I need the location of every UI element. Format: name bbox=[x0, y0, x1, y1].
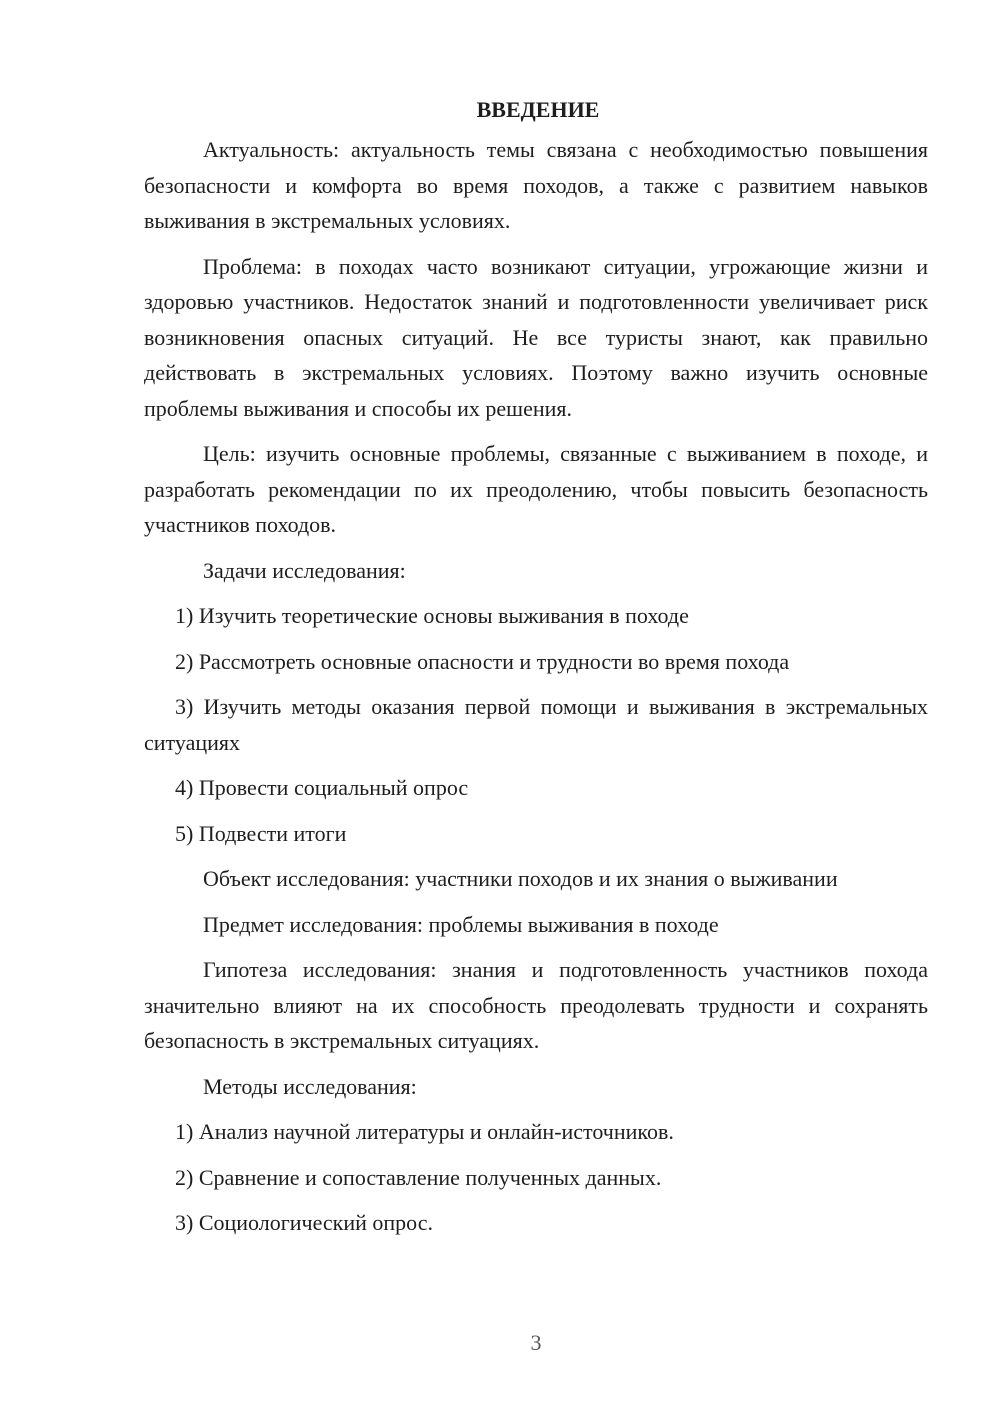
page-number: 3 bbox=[530, 1330, 542, 1355]
goal-paragraph: Цель: изучить основные проблемы, связанные с выживанием в походе, и разработать рекомендации по их преодолению, чтобы повысить безопасность участников походов. bbox=[144, 441, 928, 537]
hypothesis-paragraph: Гипотеза исследования: знания и подготовленность участников похода значительно влияют на их способность преодолевать трудности и сохранять безопасность в экстремальных ситуациях. bbox=[144, 957, 928, 1053]
method-item: 2) Сравнение и сопоставление полученных данных. bbox=[175, 1164, 662, 1190]
task-item: 4) Провести социальный опрос bbox=[175, 775, 469, 800]
document-page bbox=[144, 92, 928, 1251]
tasks-heading: Задачи исследования: bbox=[203, 557, 406, 583]
methods-heading: Методы исследования: bbox=[203, 1073, 417, 1099]
task-item: 1) Изучить теоретические основы выживания в походе bbox=[175, 603, 689, 628]
page-title: ВВЕДЕНИЕ bbox=[476, 97, 600, 122]
object-paragraph: Объект исследования: участники походов и их знания о выживании bbox=[203, 866, 838, 891]
method-item: 1) Анализ научной литературы и онлайн-источников. bbox=[175, 1119, 674, 1144]
problem-paragraph: Проблема: в походах часто возникают ситуации, угрожающие жизни и здоровью участников. Недостаток знаний и подготовленности увеличивает риск возникновения опасных ситуаций. Не все туристы знают, как правильно действовать в экстремальных условиях. Поэтому важно изучить основные проблемы выживания и способы их решения. bbox=[144, 253, 928, 421]
method-item: 3) Социологический опрос. bbox=[175, 1210, 433, 1235]
subject-paragraph: Предмет исследования: проблемы выживания в походе bbox=[203, 911, 719, 937]
relevance-paragraph: Актуальность: актуальность темы связана с необходимостью повышения безопасности и комфорта во время походов, а также с развитием навыков выживания в экстремальных условиях. bbox=[144, 137, 928, 233]
task-item: 3) Изучить методы оказания первой помощи и выживания в экстремальных ситуациях bbox=[144, 694, 928, 755]
task-item: 2) Рассмотреть основные опасности и трудности во время похода bbox=[175, 648, 790, 674]
task-item: 5) Подвести итоги bbox=[175, 820, 347, 846]
